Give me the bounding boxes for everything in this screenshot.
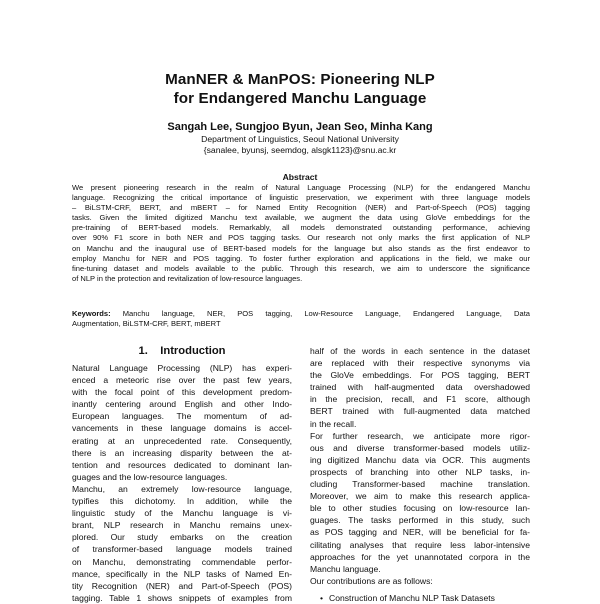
body-line: erating at an unprecedented rate. Consequently, xyxy=(72,435,292,446)
affiliation: Department of Linguistics, Seoul National University xyxy=(201,134,399,144)
body-line: For further research, we anticipate more rigor- xyxy=(310,430,530,441)
section-number: 1. xyxy=(138,345,148,357)
bullet-text: Construction of Manchu NLP Task Datasets xyxy=(329,592,495,603)
body-line: ous and diverse transformer-based models utiliz- xyxy=(310,442,530,453)
body-line: trained with half-augmented data overshadowed xyxy=(310,382,530,393)
section-title: Introduction xyxy=(160,345,226,357)
bullet-icon: • xyxy=(320,592,324,603)
body-line: half of the words in each sentence in the dataset xyxy=(310,346,530,356)
body-line: typifies this dichotomy. In addition, while the xyxy=(72,496,292,507)
body-line: mance, specifically in the NLP tasks of Named En- xyxy=(72,568,292,579)
left-column-text xyxy=(72,362,292,604)
body-line: are replaced with their respective synonyms via xyxy=(310,358,530,369)
abstract-line: of NLP in the protection and revitalization of low-resource languages. xyxy=(72,274,303,284)
contribution-bullet xyxy=(310,592,530,604)
body-line: tity Recognition (NER) and Part-of-Speech (POS) xyxy=(72,580,292,591)
body-line: guages. The tasks performed in this study, such xyxy=(310,515,530,526)
author-list: Sangah Lee, Sungjoo Byun, Jean Seo, Minha Kang xyxy=(167,121,433,133)
body-line: Manchu language. xyxy=(310,563,381,574)
body-line: BERT trained with full-augmented data matched xyxy=(310,406,530,417)
title-line-2: for Endangered Manchu Language xyxy=(173,90,427,107)
keywords-line-1 xyxy=(72,309,530,319)
body-line: Manchu, an extremely low-resource language, xyxy=(72,483,292,494)
body-line: Natural Language Processing (NLP) has experi- xyxy=(72,363,292,373)
abstract-line: on Manchu and the inaugural use of BERT-based models for the language but also stands as the first endeavor to xyxy=(72,243,530,253)
body-line: guages and the low-resource languages. xyxy=(72,471,228,482)
keywords-text-1: Manchu language, NER, POS tagging, Low-Resource Language, Endangered Language, Data xyxy=(110,309,530,318)
abstract-body xyxy=(72,183,530,285)
keywords xyxy=(72,309,530,329)
abstract-line: language. Recognizing the critical importance of linguistic preservation, we experiment with three language models xyxy=(72,192,530,202)
body-line: in the precision, recall, and F1 score, although xyxy=(310,394,530,405)
body-line: there is an increasing disparity between the at- xyxy=(72,447,292,458)
body-line: prospects of branching into other NLP tasks, in- xyxy=(310,466,530,477)
body-line: on Manchu, demonstrating commendable perfor- xyxy=(72,556,292,567)
body-line: as POS tagging and NER, will be beneficial for fa- xyxy=(310,527,530,538)
body-line: cluding Transformer-based machine translation. xyxy=(310,479,530,490)
body-line: tention and resources dedicated to dominant lan- xyxy=(72,459,292,470)
right-column-text xyxy=(310,345,530,604)
abstract-line: over 90% F1 score in both NER and POS tagging tasks. Our research not only marks the first application of NLP xyxy=(72,233,530,243)
keywords-label: Keywords: xyxy=(72,309,111,318)
body-line: with the focal point of this development predom- xyxy=(72,387,292,398)
body-line: the GloVe embeddings. For POS tagging, BERT xyxy=(310,370,530,381)
body-line: plored. Our study embarks on the creation xyxy=(72,532,292,543)
title-line-1: ManNER & ManPOS: Pioneering NLP xyxy=(165,71,435,88)
body-line: vancements in these language domains is accel- xyxy=(72,423,292,434)
body-line: inantly centering around English and other Indo- xyxy=(72,399,292,410)
body-line: in the recall. xyxy=(310,418,357,429)
abstract-line: employ Manchu for NER and POS tagging. To foster further exploration and applications in the field, we make our xyxy=(72,253,530,263)
section-heading-introduction xyxy=(72,344,292,358)
author-emails: {sanalee, byunsj, seemdog, alsgk1123}@snu.ac.kr xyxy=(203,145,397,155)
body-line: ble to other studies focusing on low-resource lan- xyxy=(310,503,530,514)
body-line: Our contributions are as follows: xyxy=(310,575,433,586)
body-line: ing digitized Manchu data via OCR. This augments xyxy=(310,454,530,465)
body-line: European languages. The momentum of ad- xyxy=(72,411,292,422)
abstract-line: We present pioneering research in the realm of Natural Language Processing (NLP) for the endangered Manchu xyxy=(72,182,530,192)
body-line: brant, NLP research in Manchu remains unex- xyxy=(72,520,292,531)
abstract-heading: Abstract xyxy=(282,172,318,182)
body-line: cilitating analyses that require less labor-intensive xyxy=(310,539,530,550)
body-line: Moreover, we aim to make this research applica- xyxy=(310,491,530,502)
body-line: linguistic study of the Manchu language is vi- xyxy=(72,508,292,519)
keywords-line-2: Augmentation, BiLSTM-CRF, BERT, mBERT xyxy=(72,319,221,329)
body-line: tagging. Table 1 shows snippets of examples from xyxy=(72,592,292,603)
abstract-line: fine-tuning dataset and models available to the public. Through this research, we aim to underscore the significance xyxy=(72,264,530,273)
abstract-line: tasks. Given the limited digitized Manchu text available, we augment the data using GloVe embeddings for the xyxy=(72,213,530,223)
abstract-line: – BiLSTM-CRF, BERT, and mBERT – for Named Entity Recognition (NER) and Part-of-Speech (POS) tagging xyxy=(72,202,530,212)
body-line: enced a meteoric rise over the past few years, xyxy=(72,375,292,386)
body-line: of transformer-based language models trained xyxy=(72,544,292,555)
paper-title xyxy=(0,70,600,108)
body-line: approaches for the yet unannotated corpora in the xyxy=(310,551,530,562)
abstract-line: pre-training of BERT-based models. Remarkably, all models demonstrated outstanding performance, achieving xyxy=(72,223,530,233)
